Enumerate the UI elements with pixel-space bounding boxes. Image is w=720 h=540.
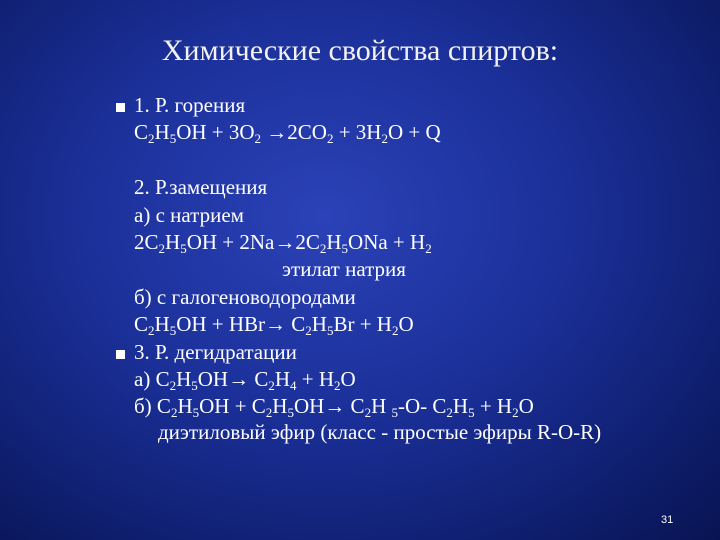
bullet-item-combustion: [134, 92, 674, 119]
slide-title: Химические свойства спиртов:: [161, 34, 559, 67]
heading-substitution: 2. Р.замещения: [134, 175, 268, 200]
square-bullet-icon: [116, 103, 125, 112]
spacer: [134, 147, 674, 174]
line-text: 3. Р. дегидратации: [134, 339, 297, 364]
equation-intermolecular-dehydration: б) $C_2H_5OH + C_2H_5OH\to C_2H$ $_5$-O- $C_2H_5 + H_2O$: [134, 394, 534, 421]
slide-content: [134, 92, 674, 443]
equation-hbr: $C_2H_5OH + HBr\to C_2H_5Br + H_2O$: [134, 312, 414, 339]
product-name-sodium-ethoxide: этилат натрия: [282, 257, 406, 282]
equation-sodium: $2C_2H_5OH + 2Na\to 2C_2H_5ONa + H_2$: [134, 229, 432, 256]
equation-intramolecular-dehydration: а) $C_2H_5OH\to C_2H_4 + H_2O$: [134, 366, 356, 393]
subheading-sodium: а) с натрием: [134, 202, 244, 227]
line-text: 1. Р. горения: [134, 93, 246, 117]
equation-combustion: $C_2H_5OH + 3O_2 \to 2CO_2 + 3H_2O + Q$: [134, 120, 441, 147]
product-name-diethyl-ether: диэтиловый эфир (класс - простые эфиры R-O-R): [158, 419, 602, 444]
square-bullet-icon: [116, 350, 125, 359]
slide-number: 31: [661, 514, 674, 526]
subheading-hydrogen-halides: б) с галогеноводородами: [134, 284, 356, 309]
bullet-item-dehydration: [134, 339, 674, 366]
